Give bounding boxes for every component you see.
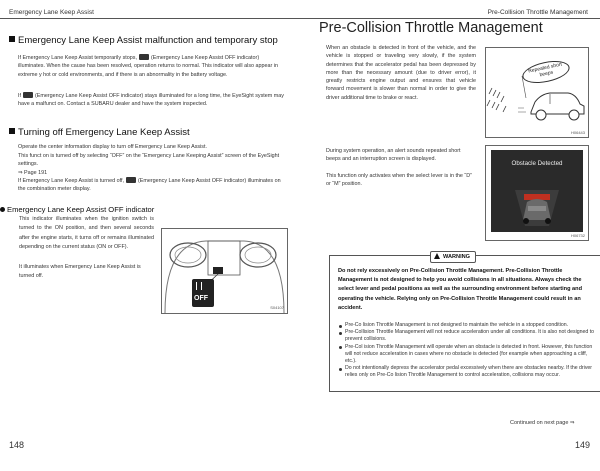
meter-display-figure [161,228,288,314]
section-heading-malfunction: Emergency Lane Keep Assist malfunction and temporary stop [9,35,278,46]
list-item: Pre-Collision Throttle Management will not reduce acceleration under all conditions. It is also not designed to prevent collisions. [338,329,596,343]
paragraph: This funct on is turned off by selecting “OFF” on the “Emergency Lane Keeping Assist” screen of the EyeSight settings. [18,153,280,168]
paragraph: This indicator illuminates when the ignition switch is turned to the ON position, and then several seconds after the engine starts, it turns off or remains illuminated depending on the current status (ON or OFF). [19,216,154,251]
page-title: Pre-Collision Throttle Management [319,20,543,36]
list-item: Do not intentionally depress the accelerator pedal excessively when there are obstacles nearby. If the driver relies only on Pre-Co lision Throttle Management to control acceleration, collisions may occur. [338,365,596,379]
page-number: 149 [574,440,590,450]
car-obstacle-illustration [486,48,588,137]
warning-bullet-list [338,322,596,380]
obstacle-detected-figure [485,145,589,241]
lane-keep-off-indicator-icon [192,279,214,307]
subsection-heading-off-indicator: Emergency Lane Keep Assist OFF indicator [0,205,154,214]
section-heading-turning-off: Turning off Emergency Lane Keep Assist [9,127,190,138]
page-number: 148 [9,440,25,450]
callout-text: Repeated short beeps [527,61,563,79]
warning-badge [430,251,476,263]
running-header: Pre-Collision Throttle Management [487,9,588,16]
paragraph: Operate the center information display to turn off Emergency Lane Keep Assist. [18,144,207,150]
screen-title: Obstacle Detected [511,160,563,167]
list-item: Pre-Co lision Throttle Management is not designed to maintain the vehicle in a stopped condition. [338,322,596,329]
off-label: OFF [194,295,208,302]
list-item: Pre-Col ision Throttle Management will operate when an obstacle is detected in front. However, this function will not reduce acceleration in cases where no obstacle is detected (for example when approaching a cliff, etc.). [338,344,596,366]
warning-box [329,255,600,392]
obstacle-car-graphic [491,150,583,232]
paragraph: During system operation, an alert sounds repeated short beeps and an interruption screen is displayed. [326,148,461,163]
lane-keep-off-indicator-icon [139,54,149,60]
figure-id: H06443 [570,130,585,135]
right-page [300,0,600,471]
figure-id: S04107 [270,305,284,310]
lane-keep-off-indicator-icon [23,92,33,98]
throttle-management-figure [485,47,589,138]
car-lane-icon [196,282,202,290]
warning-text: Do not rely excessively on Pre-Collision Throttle Management. Pre-Collision Throttle Management is not designed to help you avoid collisions in all situations. Always check the select lever and pedal positions as well as the surrounding environment before starting and operating the vehicle. Relying only on Pre-Collision Throttle Management could result in an accident. [338,268,583,311]
figure-id: H06732 [570,233,585,238]
paragraph: It illuminates when Emergency Lane Keep Assist is turned off. [19,264,141,280]
paragraph: This function only activates when the select lever is in the “D” or “M” position. [326,173,472,188]
lane-keep-off-indicator-icon [126,177,136,183]
interruption-screen [491,150,583,232]
paragraph: If (Emergency Lane Keep Assist OFF indicator) stays illuminated for a long time, the EyeSight system may have a malfunct on. Contact a SUBARU dealer and have the system inspected. [18,93,284,108]
continued-link[interactable]: Continued on next page ⇒ [510,420,575,426]
paragraph: When an obstacle is detected in front of the vehicle, and the vehicle is stopped or traveling very slowly, if the system determines that the accelerator pedal has been depressed by more than the necessary amount (due to driver error), it greatly restricts engine output and ensures that vehicle forward movement is slower than normal in order to give the driver additional time to brake or react. [326,45,476,101]
warning-triangle-icon [434,253,440,259]
running-header: Emergency Lane Keep Assist [9,9,94,16]
paragraph: If Emergency Lane Keep Assist is turned off, (Emergency Lane Keep Assist OFF indicator) illuminates on the combination meter display. [18,178,281,193]
paragraph: If Emergency Lane Keep Assist temporarily stops, (Emergency Lane Keep Assist OFF indicator) illuminates. When the cause has been resolved, operation returns to normal. This indicator will also appear in extreme y hot or cold environments, and if there is an abnormality in the battery voltage. [18,55,278,78]
header-rule [0,18,300,19]
header-rule [300,18,600,19]
warning-label: WARNING [443,254,471,260]
page-reference-link[interactable]: ⇒ Page 191 [18,170,48,176]
combination-meter-illustration [162,229,287,313]
